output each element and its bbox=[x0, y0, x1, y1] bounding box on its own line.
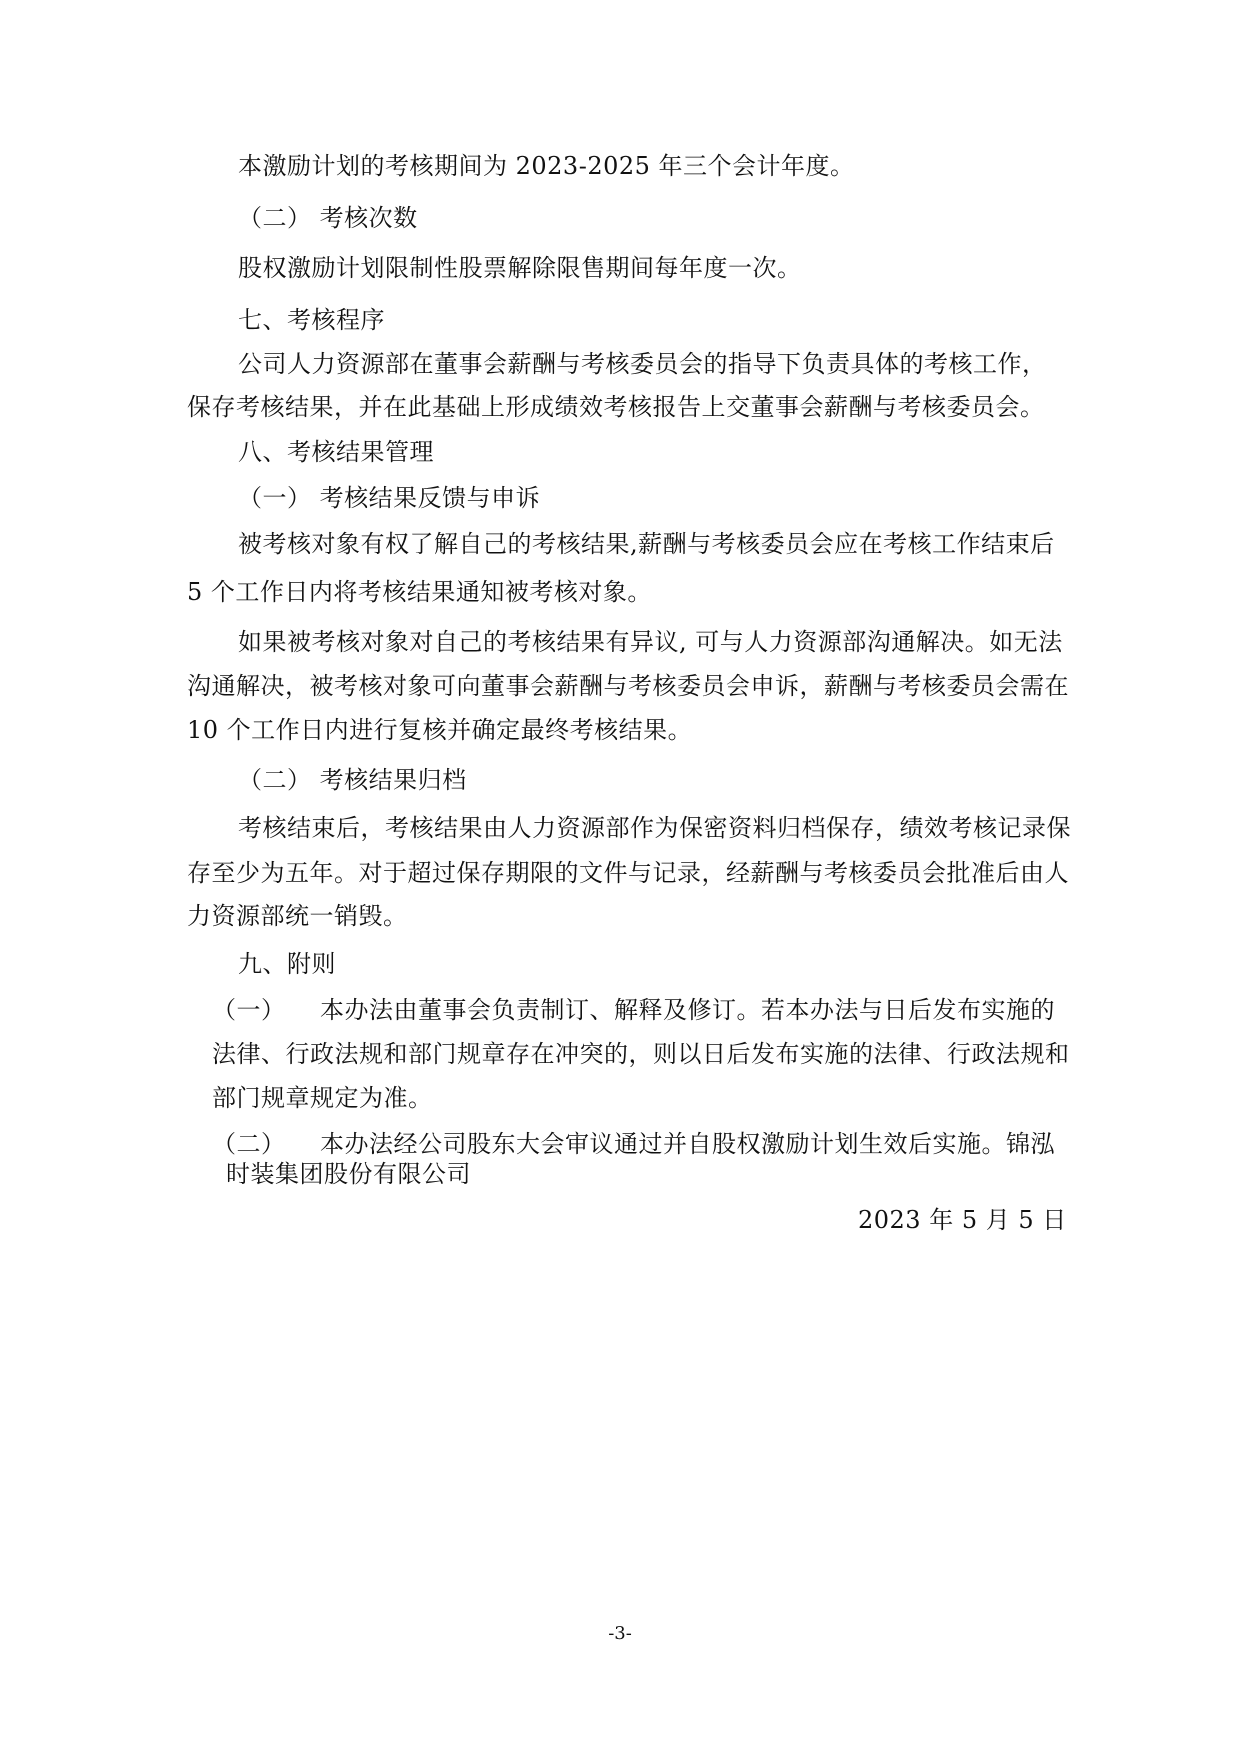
procedure-text-line-1: 公司人力资源部在董事会薪酬与考核委员会的指导下负责具体的考核工作， bbox=[238, 350, 1047, 378]
appeal-text-line-1: 如果被考核对象对自己的考核结果有异议, 可与人力资源部沟通解决。如无法 bbox=[238, 628, 1063, 656]
clause-1-line-2: 法律、行政法规和部门规章存在冲突的，则以日后发布实施的法律、行政法规和 bbox=[212, 1040, 1070, 1068]
page-number: -3- bbox=[608, 1623, 632, 1644]
results-management-heading: 八、考核结果管理 bbox=[238, 438, 434, 466]
feedback-appeal-heading: （一） 考核结果反馈与申诉 bbox=[238, 484, 541, 512]
supplementary-provisions-heading: 九、附则 bbox=[238, 950, 336, 978]
archive-text-line-1: 考核结束后，考核结果由人力资源部作为保密资料归档保存，绩效考核记录保 bbox=[238, 814, 1071, 842]
procedure-heading: 七、考核程序 bbox=[238, 306, 385, 334]
appeal-text-line-3: 10 个工作日内进行复核并确定最终考核结果。 bbox=[187, 716, 693, 744]
clause-1-line-3: 部门规章规定为准。 bbox=[212, 1084, 433, 1112]
assessment-count-text: 股权激励计划限制性股票解除限售期间每年度一次。 bbox=[238, 254, 802, 282]
procedure-text-line-2: 保存考核结果，并在此基础上形成绩效考核报告上交董事会薪酬与考核委员会。 bbox=[187, 393, 1045, 421]
document-date: 2023 年 5 月 5 日 bbox=[858, 1206, 1067, 1234]
feedback-text-line-2: 5 个工作日内将考核结果通知被考核对象。 bbox=[187, 578, 652, 606]
clause-2-label: （二） bbox=[212, 1130, 286, 1158]
archive-text-line-3: 力资源部统一销毁。 bbox=[187, 902, 408, 930]
appeal-text-line-2: 沟通解决，被考核对象可向董事会薪酬与考核委员会申诉，薪酬与考核委员会需在 bbox=[187, 672, 1069, 700]
clause-2-line-2: 时装集团股份有限公司 bbox=[226, 1160, 471, 1188]
assessment-count-heading: （二） 考核次数 bbox=[238, 204, 418, 232]
feedback-text-line-1: 被考核对象有权了解自己的考核结果,薪酬与考核委员会应在考核工作结束后 bbox=[238, 530, 1055, 558]
clause-1-label: （一） bbox=[212, 996, 286, 1024]
archive-text-line-2: 存至少为五年。对于超过保存期限的文件与记录，经薪酬与考核委员会批准后由人 bbox=[187, 859, 1069, 887]
archive-heading: （二） 考核结果归档 bbox=[238, 766, 467, 794]
assessment-period-text: 本激励计划的考核期间为 2023-2025 年三个会计年度。 bbox=[238, 152, 855, 180]
clause-2-line-1: 本办法经公司股东大会审议通过并自股权激励计划生效后实施。锦泓 bbox=[320, 1130, 1055, 1158]
clause-1-line-1: 本办法由董事会负责制订、解释及修订。若本办法与日后发布实施的 bbox=[320, 996, 1055, 1024]
